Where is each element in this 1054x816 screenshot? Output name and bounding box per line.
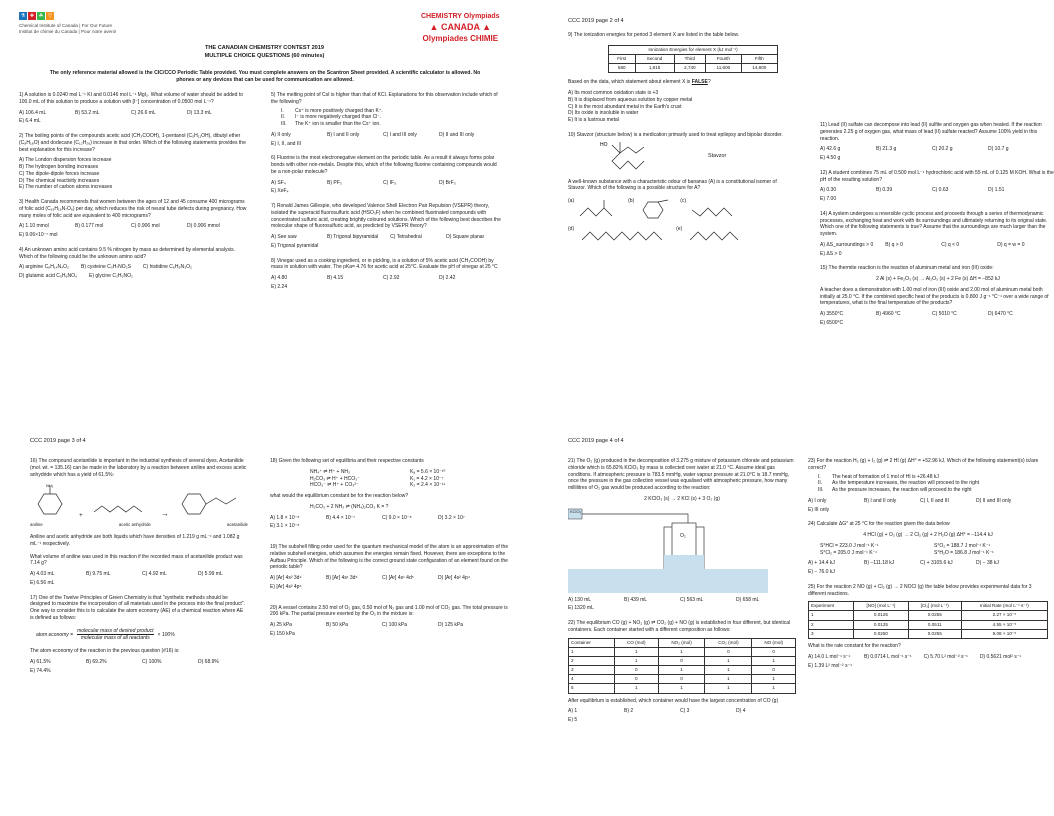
answer-c[interactable]: (c) — [680, 198, 687, 205]
answer-b[interactable]: B) The hydrogen bonding increases — [19, 164, 99, 170]
answer-e[interactable]: E) 150 kPa — [270, 630, 295, 637]
column-right — [270, 458, 510, 646]
question-5: 5) The melting point of CsI is higher than that of KCl. Explanations for this observation include which of the following? I. Cs⁺ is more positively charged than K⁺. II. I⁻ is more negatively charged than Cl⁻. III. The K⁺ ion is smaller than the Cs⁺ ion. A) II only B) I and II only C) I and III only D) II and III only E) I, II, and III — [271, 92, 498, 147]
answer-c[interactable]: C) 26.6 mL — [131, 109, 156, 116]
page-2 — [568, 18, 1054, 395]
question-20: 20) A vessel contains 2.50 mol of O₂ gas, 0.50 mol of N₂ gas and 1.00 mol of CO₂ gas. The total pressure is 200 kPa. The partial pressure exerted by the O₂ in the mixture is: A) 25 kPa B) 50 kPa C) 100 kPa D) 125 kPa E) 150 kPa — [270, 604, 508, 637]
answer-c[interactable]: C) 0.63 — [932, 187, 949, 194]
question-9: 9) The ionization energies for period 3 element X are listed in the table below. Ionization Energies for element X (kJ mol⁻¹) First Second Third Fourth Fifth 580 1,815 2,740 11,600 14,800 Based on the data, which statement about element X is FALSE? A) Its most common oxidation state is +3 B) It is displaced from aqueous solution by copper metal C) It is the most abundant metal in the Earth's crust D) Its oxide is insoluble in water E) It is a lustrous metal — [568, 32, 796, 124]
aniline-structure — [30, 484, 70, 520]
instructions: The only reference material allowed is the CIC/CCO Periodic Table provided. You must complete answers on the Scantron Sheet provided. A scientific calculator is allowed. No phones or any devices that can be used for communication are allowed. — [49, 70, 481, 84]
question-6: 6) Fluorine is the most electronegative element on the periodic table. As a result it always forms polar bonds with other non-metals. Despite this, which of the following fluorine containing compounds would be a non-polar molecule? A) SF₄ B) PF₃ C) IF₅ D) BrF₃ E) XeF₄ — [271, 155, 497, 195]
answer-e[interactable]: E) 6.4 mL — [19, 118, 41, 125]
answer-e[interactable]: E) XeF₄ — [271, 188, 289, 195]
answer-b[interactable]: B) 439 mL — [624, 596, 648, 603]
answer-c[interactable]: C) Tetrahedral — [390, 234, 422, 240]
answer-b[interactable]: B) 0.177 mol — [75, 223, 104, 230]
equilibria-list: NH₄⁺ ⇌ H⁺ + NH₃ Kₐ = 5.6 × 10⁻¹⁰ H₂CO₃ ⇌ H⁺ + HCO₃⁻ K₁ = 4.2 × 10⁻⁷ HCO₃⁻ ⇌ H⁺ + CO₃²⁻ K₂ = 2.4 × 10⁻¹¹ — [310, 468, 446, 489]
org-name: Chemical Institute of Canada | For Our Future Institut de chimie du Canada | Pour notre avenir — [19, 23, 117, 35]
answer-a[interactable]: A) 130 mL — [568, 596, 592, 603]
answer-b[interactable]: B) 50 kPa — [326, 622, 348, 628]
question-3: 3) Health Canada recommends that women between the ages of 12 and 45 consume 400 micrograms of folic acid (C₁₉H₁₉N₇O₆) per day, which reduces the risk of neural tube defects during pregnancy. How many moles of folic acid are equivalent to 400 micrograms? A) 1.10 mmol B) 0.177 mol C) 0.906 mol D) 0.906 mmol E) 9.06×10⁻⁷ mol — [19, 199, 247, 238]
answer-c[interactable]: C) [Ar] 4s¹ 4d⁵ — [382, 575, 414, 581]
answer-d[interactable]: D) II and III only — [976, 497, 1012, 504]
page-3 — [30, 438, 521, 815]
table-row: 4 0 0 1 1 — [569, 675, 796, 684]
answer-e[interactable]: E) ΔS > 0 — [820, 250, 842, 257]
answer-b[interactable]: B) 69.2% — [86, 658, 107, 665]
answer-b[interactable]: B) 4960 °C — [876, 311, 901, 317]
answer-e[interactable]: E) It is a lustrous metal — [568, 117, 619, 124]
question-8: 8) Vinegar used as a cooking ingredient, or in pickling, is a solution of 5% acetic acid (CH₃COOH) by mass in solution with water. The pKa= 4.76 for acetic acid at 25°C. Evaluate the pH of vinegar at 25 °C A) 4.80 B) 4.15 C) 2.92 D) 2.42 E) 2.24 — [271, 257, 498, 290]
column-right — [271, 92, 501, 299]
question-19: 19) The subshell filling order used for the quantum mechanical model of the atom is an approximation of the relative subshell energies, which assumes the energies remain fixed. However, there are exceptions to the Aufbau Principle. Which of the following is the correct ground state configuration of an element found on the periodic table? A) [Ar] 4s² 3d⁴ B) [Ar] 4s¹ 3d⁵ C) [Ar] 4s¹ 4d⁵ D) [Ar] 4s² 4p⁴ E) [Ar] 4s² 4p⁶ — [270, 544, 509, 590]
logo-tile-icon: ☘ — [38, 13, 44, 19]
answer-c[interactable]: C) The dipole-dipole forces increase — [19, 170, 100, 177]
table-row: 1 1 1 0 0 — [569, 647, 796, 656]
answer-b[interactable]: B) 2 — [624, 708, 634, 715]
svg-text:HO: HO — [600, 141, 608, 148]
question-12: 12) A student combines 75 mL of 0.500 mol L⁻¹ hydrochloric acid with 55 mL of 0.125 M KOH. What is the pH of the resulting solution? A) 0.30 B) 0.39 C) 0.63 D) 1.51 E) 7.00 — [820, 169, 1054, 202]
answer-a[interactable]: A) Its most common oxidation state is +3 — [568, 90, 659, 97]
answer-a[interactable]: A) See saw — [271, 234, 297, 240]
answer-b[interactable]: B) I and II only — [864, 497, 897, 504]
column-left — [19, 92, 247, 288]
structure-c-icon — [690, 198, 736, 220]
answer-a[interactable]: A) 3550°C — [820, 311, 844, 317]
answer-b[interactable]: B) −111.18 kJ — [864, 560, 895, 567]
answer-c[interactable]: C) 9.0 × 10⁻⁸ — [382, 514, 412, 521]
answer-b[interactable]: B) 0.39 — [876, 187, 893, 194]
page-header: CCC 2019 page 2 of 4 — [568, 18, 624, 24]
answer-b[interactable]: B) 4.4 × 10⁻⁷ — [326, 514, 356, 521]
equilibrium-table: Container CO (mol) NO₂ (mol) CO₂ (mol) NO (mol) 1 1 1 0 0 2 1 0 1 1 3 0 1 1 0 4 0 0 1 1 5 1 1 1 1 — [568, 638, 796, 694]
answer-b[interactable]: B) cysteine C₃H₇NO₂S — [81, 264, 131, 271]
answer-d[interactable]: D) 0.906 mmol — [187, 223, 220, 230]
answer-d[interactable]: D) 13.3 mL — [187, 109, 212, 116]
question-14: 14) A system undergoes a reversible cyclic process and proceeds through a series of thermodynamic processes, exchanging heat and work with its surroundings and ultimately returning to its original state. Which one of the following statements is true? Assume that the surroundings are much larger than the system. A) ΔS_surroundings > 0 B) q > 0 C) q < 0 D) q = w = 0 E) ΔS > 0 — [820, 210, 1048, 257]
stavzor-structure — [598, 139, 698, 177]
answer-c[interactable]: C) It is the most abundant metal in the Earth's crust — [568, 103, 682, 110]
question-4: 4) An unknown amino acid contains 9.5 % nitrogen by mass as determined by elemental analysis. Which of the following could be the unknown amino acid? A) arginine C₆H₁₄N₄O₂ B) cysteine C₃H₇NO₂S C) histidine C₆H₉N₃O₂ D) glutamic acid C₅H₉NO₄ E) glycine C₂H₅NO₂ — [19, 246, 235, 279]
answer-d[interactable]: D) [Ar] 4s² 4p⁴ — [438, 575, 470, 581]
anhydride-structure — [92, 496, 152, 520]
question-1: 1) A solution is 0.0240 mol L⁻¹ KI and 0.0146 mol L⁻¹ MgI₂. What volume of water should be added to 100.0 mL of this solution to produce a solution with [I⁻] concentration of 0.0500 mol L⁻¹? A) 106.4 mL B) 53.2 mL C) 26.6 mL D) 13.3 mL E) 6.4 mL — [19, 92, 244, 125]
table-row: 3 0 1 1 0 — [569, 666, 796, 675]
answer-b[interactable]: B) I and II only — [327, 131, 360, 138]
answer-c[interactable]: C) 3 — [680, 708, 690, 715]
answer-c[interactable]: C) + 3105.6 kJ — [920, 560, 953, 567]
column-left — [30, 458, 248, 682]
answer-d[interactable]: D) q = w = 0 — [997, 241, 1025, 248]
page-header: CCC 2019 page 4 of 4 — [568, 438, 624, 444]
answer-d[interactable]: D) Its oxide is insoluble in water — [568, 110, 639, 117]
answer-a[interactable]: A) SF₄ — [271, 179, 286, 186]
answer-d[interactable]: D) Square planar — [446, 234, 485, 240]
answer-a[interactable]: A) 61.5% — [30, 658, 51, 665]
answer-e[interactable]: E) [Ar] 4s² 4p⁶ — [270, 583, 302, 590]
answer-e[interactable]: E) 7.00 — [820, 196, 837, 202]
answer-a[interactable]: A) + 14.4 kJ — [808, 560, 835, 567]
question-16: 16) The compound acetanilide is important in the industrial synthesis of several dyes. Acetanilide (mol. wt. = 135.16) can be made in the laboratory by a reaction between aniline and excess acetic anhydride which has a yield of 61.5%: NH₂ + → aniline acetic anhydride acetanilide Aniline and acetic anhydride are both liquids which have densities of 1.219 g mL⁻¹ and 1.082 g mL⁻¹ respectively. What volume of aniline was used in this reaction if the recorded mass of acetanilide product was 7.14 g? A) 4.03 mL B) 9.75 mL C) 4.92 mL D) 5.99 mL E) 6.56 mL — [30, 458, 248, 586]
answer-d[interactable]: D) 5.99 mL — [198, 571, 223, 578]
answer-b[interactable]: B) It is displaced from aqueous solution by copper metal — [568, 96, 693, 103]
answer-e[interactable]: E) The number of carbon atoms increases — [19, 184, 113, 191]
olympiad-logo: CHEMISTRY Olympiads ▲ CANADA ▲ Olympiades CHIMIE — [421, 13, 500, 43]
answer-d[interactable]: D) II and III only — [439, 131, 475, 138]
answer-c[interactable]: C) I, II and III — [920, 497, 949, 504]
answer-a[interactable]: A) I only — [808, 497, 827, 504]
answer-a[interactable]: A) ΔS_surroundings > 0 — [820, 241, 874, 248]
reaction-scheme: NH₂ + → — [30, 484, 248, 520]
answer-a[interactable]: A) II only — [271, 131, 291, 138]
answer-e[interactable]: E) − 76.0 kJ — [808, 569, 835, 575]
answer-e[interactable]: E) 5 — [568, 717, 578, 724]
answer-c[interactable]: C) 563 mL — [680, 596, 704, 603]
answer-e[interactable]: E) 9.06×10⁻⁷ mol — [19, 232, 58, 238]
question-22: 22) The equilibrium CO (g) + NO₂ (g) ⇌ CO₂ (g) + NO (g) is established in four different, but identical containers. Each container started with a different composition as follows: Container CO (mol) NO₂ (mol) CO₂ (mol) NO (mol) 1 1 1 0 0 2 1 0 1 1 3 0 1 1 0 4 0 0 1 1 5 1 1 1 1 After equilibrium is established, which container would have the largest concentration of CO (g) A) 1 B) 2 C) 3 D) 4 E) 5 — [568, 620, 796, 724]
answer-b[interactable]: B) PF₃ — [327, 179, 342, 186]
answer-d[interactable]: D) 4 — [736, 708, 746, 715]
question-24: 24) Calculate ΔG° at 25 °C for the reaction given the data below 4 HCl (g) + O₂ (g) → 2 Cl₂ (g) + 2 H₂O (g) ΔH° = −114.4 kJ S°HCl = 223.0 J mol⁻¹ K⁻¹ S°O₂ = 188.7 J mol⁻¹ K⁻¹ S°Cl₂ = 205.0 J mol⁻¹ K⁻¹ S°H₂O = 186.8 J mol⁻¹ K⁻¹ A) + 14.4 kJ B) −111.18 kJ C) + 3105.6 kJ D) − 38 kJ E) − 76.0 kJ — [808, 521, 1048, 576]
acetanilide-structure — [178, 484, 248, 520]
structure-d-icon — [580, 226, 670, 246]
answer-c[interactable]: C) q < 0 — [941, 241, 960, 248]
gas-collection-apparatus: KClO₃ O₂ — [568, 507, 796, 593]
column-right — [820, 122, 1054, 335]
answer-e[interactable]: E) I, II, and III — [271, 140, 302, 147]
answer-c[interactable]: C) histidine C₆H₉N₃O₂ — [142, 264, 193, 271]
answer-a[interactable]: A) 1.8 × 10⁻⁸ — [270, 514, 300, 521]
answer-e[interactable]: E) 3.1 × 10⁻⁸ — [270, 523, 300, 530]
answer-b[interactable]: B) 0.0714 L mol⁻¹ s⁻¹ — [864, 653, 912, 660]
answer-d[interactable]: D) The chemical reactivity increases — [19, 177, 100, 184]
logo-tile-icon: ⚗ — [20, 13, 26, 19]
question-2: 2) The boiling points of the compounds acetic acid (CH₃COOH), 1-pentanol (C₅H₁₁OH), dibutyl ether (C₈H₁₈O) and dodecane (C₁₂H₂₆) increase in that order. Which of the following statements provides the best explanation for this increase? A) The London dispersion forces increase B) The hydrogen bonding increases C) The dipole-dipole forces increase D) The chemical reactivity increases E) The number of carbon atoms increases — [19, 133, 246, 191]
table-row: 5 1 1 1 1 — [569, 684, 796, 693]
answer-d[interactable]: (d) — [568, 226, 575, 233]
answer-a[interactable]: A) 1.10 mmol — [19, 223, 49, 230]
answer-d[interactable]: D) 3.2 × 10⁷ — [438, 514, 465, 521]
answer-e[interactable]: E) 4.50 g — [820, 155, 841, 161]
answer-e[interactable]: E) 6.56 mL — [30, 579, 55, 586]
page-header: CCC 2019 page 3 of 4 — [30, 438, 86, 444]
ionization-table: Ionization Energies for element X (kJ mol⁻¹) First Second Third Fourth Fifth 580 1,815 2,740 11,600 14,800 — [608, 45, 778, 74]
question-10: 10) Stavzor (structure below) is a medication primarily used to treat epilepsy and bipolar disorder. HO Stavzor A well-known substance with a characteristic odour of bananas (A) is a constitutional isomer of Stavzor. Which of the following is a possible structure for A? (a) (b) (c) (d) (e) — [568, 132, 796, 246]
answer-c[interactable]: C) 100 kPa — [382, 622, 408, 628]
question-11: 11) Lead (II) sulfate can decompose into lead (II) sulfite and oxygen gas when heated. If the reaction generates 2.25 g of oxygen gas, what mass of lead (II) sulfate reacted? Assume 100% yield in this reaction. A) 42.6 g B) 21.3 g C) 20.2 g D) 10.7 g E) 4.50 g — [820, 122, 1042, 161]
answer-e[interactable]: E) Trigonal pyramidal — [271, 242, 319, 249]
question-23: 23) For the reaction H₂ (g) + I₂ (g) ⇌ 2 HI (g) ΔH° = +52.96 kJ. Which of the following statement(s) is/are correct? I. The heat of formation of 1 mol of HI is +26.48 kJ II. As the temperature increases, the reaction will proceed to the right III. As the pressure increases, the reaction will proceed to the right A) I only B) I and II only C) I, II and III D) II and III only E) III only — [808, 458, 1039, 513]
column-right — [808, 458, 1048, 677]
answer-b[interactable]: B) [Ar] 4s¹ 3d⁵ — [326, 575, 358, 581]
answer-e[interactable]: E) 1.39 L² mol⁻² s⁻¹ — [808, 662, 852, 669]
answer-e[interactable]: E) 6500°C — [820, 319, 844, 326]
maple-leaf-icon: ▲ — [482, 22, 492, 33]
answer-b[interactable]: B) q > 0 — [885, 241, 903, 248]
answer-d[interactable]: D) 125 kPa — [438, 622, 464, 628]
maple-leaf-icon: ▲ — [429, 22, 439, 33]
answer-d[interactable]: D) 0.5621 mol² s⁻¹ — [979, 653, 1022, 660]
answer-a[interactable]: (a) — [568, 198, 575, 205]
answer-c[interactable]: C) 100% — [142, 658, 162, 665]
answer-a[interactable]: A) 25 kPa — [270, 622, 292, 628]
svg-text:NH₂: NH₂ — [46, 484, 54, 489]
answer-c[interactable]: C) 5.70 L² mol⁻² s⁻¹ — [923, 653, 968, 660]
answer-c[interactable]: C) IF₅ — [383, 179, 397, 186]
column-left — [568, 32, 796, 254]
question-15: 15) The thermite reaction is the reaction of aluminum metal and iron (III) oxide: 2 Al (s) + Fe₂O₃ (s) → Al₂O₃ (s) + 2 Fe (s) ΔH = −852 kJ A teacher does a demonstration with 1.00 mol of iron (III) oxide and 2.00 mol of aluminum metal both initially at 25.0 °C. If the combined specific heat of the products is 0.800 J g⁻¹ °C⁻¹ over a wide range of temperatures, what is the final temperature of the products? A) 3550°C B) 4960 °C C) 5010 °C D) 6470 °C E) 6500°C — [820, 265, 1049, 326]
answer-c[interactable]: C) 0.906 mol — [131, 223, 160, 230]
entropy-values: S°HCl = 223.0 J mol⁻¹ K⁻¹ S°O₂ = 188.7 J mol⁻¹ K⁻¹ S°Cl₂ = 205.0 J mol⁻¹ K⁻¹ S°H₂O = 186.8 J mol⁻¹ K⁻¹ — [820, 542, 994, 556]
logo-tile-icon: ▽ — [46, 12, 54, 20]
column-left — [568, 458, 796, 732]
answer-a[interactable]: A) 0.30 — [820, 187, 837, 194]
answer-a[interactable]: A) 4.03 mL — [30, 571, 55, 578]
answer-e[interactable]: E) 1320 mL — [568, 605, 594, 612]
answer-c[interactable]: C) 20.2 g — [932, 146, 953, 153]
answer-a[interactable]: A) 4.80 — [271, 275, 288, 281]
answer-b[interactable]: B) 53.2 mL — [75, 109, 100, 116]
answer-d[interactable]: D) glutamic acid C₅H₉NO₄ — [19, 273, 77, 279]
question-17: 17) One of the Twelve Principles of Green Chemistry is that "synthetic methods should be designed to maximize the incorporation of all materials used in the process into the final product". One way to consider this is to calculate the atom economy (AE) of a chemical reaction where AE is defined as follows: atom economy = molecular mass of desired product molecular mass of all reactants × 100% The atom economy of the reaction in the previous question (#16) is: A) 61.5% B) 69.2% C) 100% D) 68.9% E) 74.4% — [30, 595, 248, 675]
answer-a[interactable]: A) [Ar] 4s² 3d⁴ — [270, 575, 302, 581]
answer-a[interactable]: A) 1 — [568, 708, 578, 715]
page-title: THE CANADIAN CHEMISTRY CONTEST 2019 MULTIPLE CHOICE QUESTIONS (60 minutes) — [204, 45, 325, 59]
question-18: 18) Given the following set of equilibria and their respective constants NH₄⁺ ⇌ H⁺ + NH₃ Kₐ = 5.6 × 10⁻¹⁰ H₂CO₃ ⇌ H⁺ + HCO₃⁻ K₁ = 4.2 × 10⁻⁷ HCO₃⁻ ⇌ H⁺ + CO₃²⁻ K₂ = 2.4 × 10⁻¹¹ what would the equilibrium constant be for the reaction below? H₂CO₃ + 2 NH₃ ⇌ (NH₄)₂CO₃ K = ? A) 1.8 × 10⁻⁸ B) 4.4 × 10⁻⁷ C) 9.0 × 10⁻⁸ D) 3.2 × 10⁷ E) 3.1 × 10⁻⁸ — [270, 458, 510, 530]
answer-d[interactable]: D) BrF₃ — [439, 179, 456, 186]
answer-c[interactable]: C) I and III only — [383, 131, 417, 138]
answer-c[interactable]: C) 5010 °C — [932, 311, 957, 317]
answer-e[interactable]: E) III only — [808, 506, 830, 513]
apparatus-diagram — [568, 507, 768, 593]
answer-a[interactable]: A) The London dispersion forces increase — [19, 157, 112, 164]
answer-c[interactable]: C) 4.92 mL — [142, 571, 167, 578]
answer-a[interactable]: A) arginine C₆H₁₄N₄O₂ — [19, 264, 70, 271]
answer-d[interactable]: D) 10.7 g — [988, 146, 1009, 153]
answer-d[interactable]: D) 1.51 — [988, 187, 1005, 194]
page-1 — [19, 12, 510, 389]
rate-table: Experiment [NO] (mol L⁻¹) [Cl₂] (mol L⁻¹) Initial Rate (mol L⁻¹ s⁻¹) 1 0.0125 0.0255 2.27 × 10⁻⁵ 2 0.0125 0.0511 4.55 × 10⁻⁵ 3 0.0250 0.0255 9.08 × 10⁻⁵ — [808, 601, 1048, 639]
answer-b[interactable]: B) 21.3 g — [876, 146, 897, 153]
answer-e[interactable]: E) 2.24 — [271, 283, 288, 290]
answer-d[interactable]: D) 658 mL — [736, 596, 760, 603]
structure-b-icon — [638, 198, 676, 220]
question-21: 21) The O₂ (g) produced in the decomposition of 3.275 g mixture of potassium chlorate and potassium chloride which is 65.82% KClO₃ by mass is collected over water at 21.0 °C. Assume ideal gas conditions. If atmospheric pressure is 783.5 mmHg, water vapour pressure at 21.0°C is 18.7 mmHg, once the pressure in the gas collection vessel was equalised with atmospheric pressure, how many millilitres of O₂ gas would be produced according to the reaction: 2 KClO₃ (s) → 2 KCl (s) + 3 O₂ (g) KClO₃ O₂ A) 130 mL B) 439 mL C) 563 mL D) 658 mL E) 1320 mL — [568, 458, 796, 612]
answer-d[interactable]: D) 6470 °C — [988, 311, 1013, 317]
answer-e[interactable]: E) 74.4% — [30, 667, 51, 674]
answer-b[interactable]: B) Trigonal bipyramidal — [327, 234, 379, 240]
answer-e[interactable]: E) glycine C₂H₅NO₂ — [89, 273, 133, 279]
cic-logo — [19, 12, 55, 20]
answer-d[interactable]: D) 2.42 — [439, 275, 456, 281]
structure-options — [568, 198, 796, 220]
table-row: 2 1 0 1 1 — [569, 656, 796, 665]
table-row: 3 0.0250 0.0255 9.08 × 10⁻⁵ — [809, 629, 1048, 638]
logo-tile-icon: ✚ — [29, 13, 35, 19]
answer-a[interactable]: A) 106.4 mL — [19, 109, 47, 116]
answer-a[interactable]: A) 42.6 g — [820, 146, 841, 153]
question-7: 7) Ronald James Gillespie, who developed Valence Shell Electron Pair Repulsion (VSEPR) theory, isolated the superacid fluorosulfuric acid (HSO₃F) when he combined fluorinated compounds with concentrated sulfuric acid, creating brightly coloured solutions. Which of the following best describes the molecular shape of fluorosulfuric acid, as predicted by VSEPR theory? A) See saw B) Trigonal bipyramidal C) Tetrahedral D) Square planar E) Trigonal pyramidal — [271, 203, 501, 249]
answer-b[interactable]: (b) — [628, 198, 635, 205]
page-4 — [568, 438, 1054, 815]
table-row: 2 0.0125 0.0511 4.55 × 10⁻⁵ — [809, 620, 1048, 629]
structure-a-icon — [578, 198, 624, 220]
question-25: 25) For the reaction 2 NO (g) + Cl₂ (g) → 2 NOCl (g) the table below provides experimental data for 3 different reactions. Experiment [NO] (mol L⁻¹) [Cl₂] (mol L⁻¹) Initial Rate (mol L⁻¹ s⁻¹) 1 0.0125 0.0255 2.27 × 10⁻⁵ 2 0.0125 0.0511 4.55 × 10⁻⁵ 3 0.0250 0.0255 9.08 × 10⁻⁵ What is the rate constant for the reaction? A) 14.0 L mol⁻¹ s⁻¹ B) 0.0714 L mol⁻¹ s⁻¹ C) 5.70 L² mol⁻² s⁻¹ D) 0.5621 mol² s⁻¹ E) 1.39 L² mol⁻² s⁻¹ — [808, 584, 1048, 670]
answer-b[interactable]: B) 4.15 — [327, 275, 344, 281]
answer-d[interactable]: D) 68.9% — [198, 658, 219, 665]
answer-d[interactable]: D) − 38 kJ — [976, 560, 999, 567]
structure-e-icon — [688, 226, 748, 246]
answer-b[interactable]: B) 9.75 mL — [86, 571, 111, 578]
arrow-icon: → — [160, 509, 169, 519]
answer-a[interactable]: A) 14.0 L mol⁻¹ s⁻¹ — [808, 653, 851, 660]
answer-c[interactable]: C) 2.92 — [383, 275, 400, 281]
atom-economy-formula: atom economy = molecular mass of desired product molecular mass of all reactants × 100% — [36, 627, 175, 642]
table-row: 1 0.0125 0.0255 2.27 × 10⁻⁵ — [809, 611, 1048, 620]
answer-e[interactable]: (e) — [676, 226, 683, 233]
